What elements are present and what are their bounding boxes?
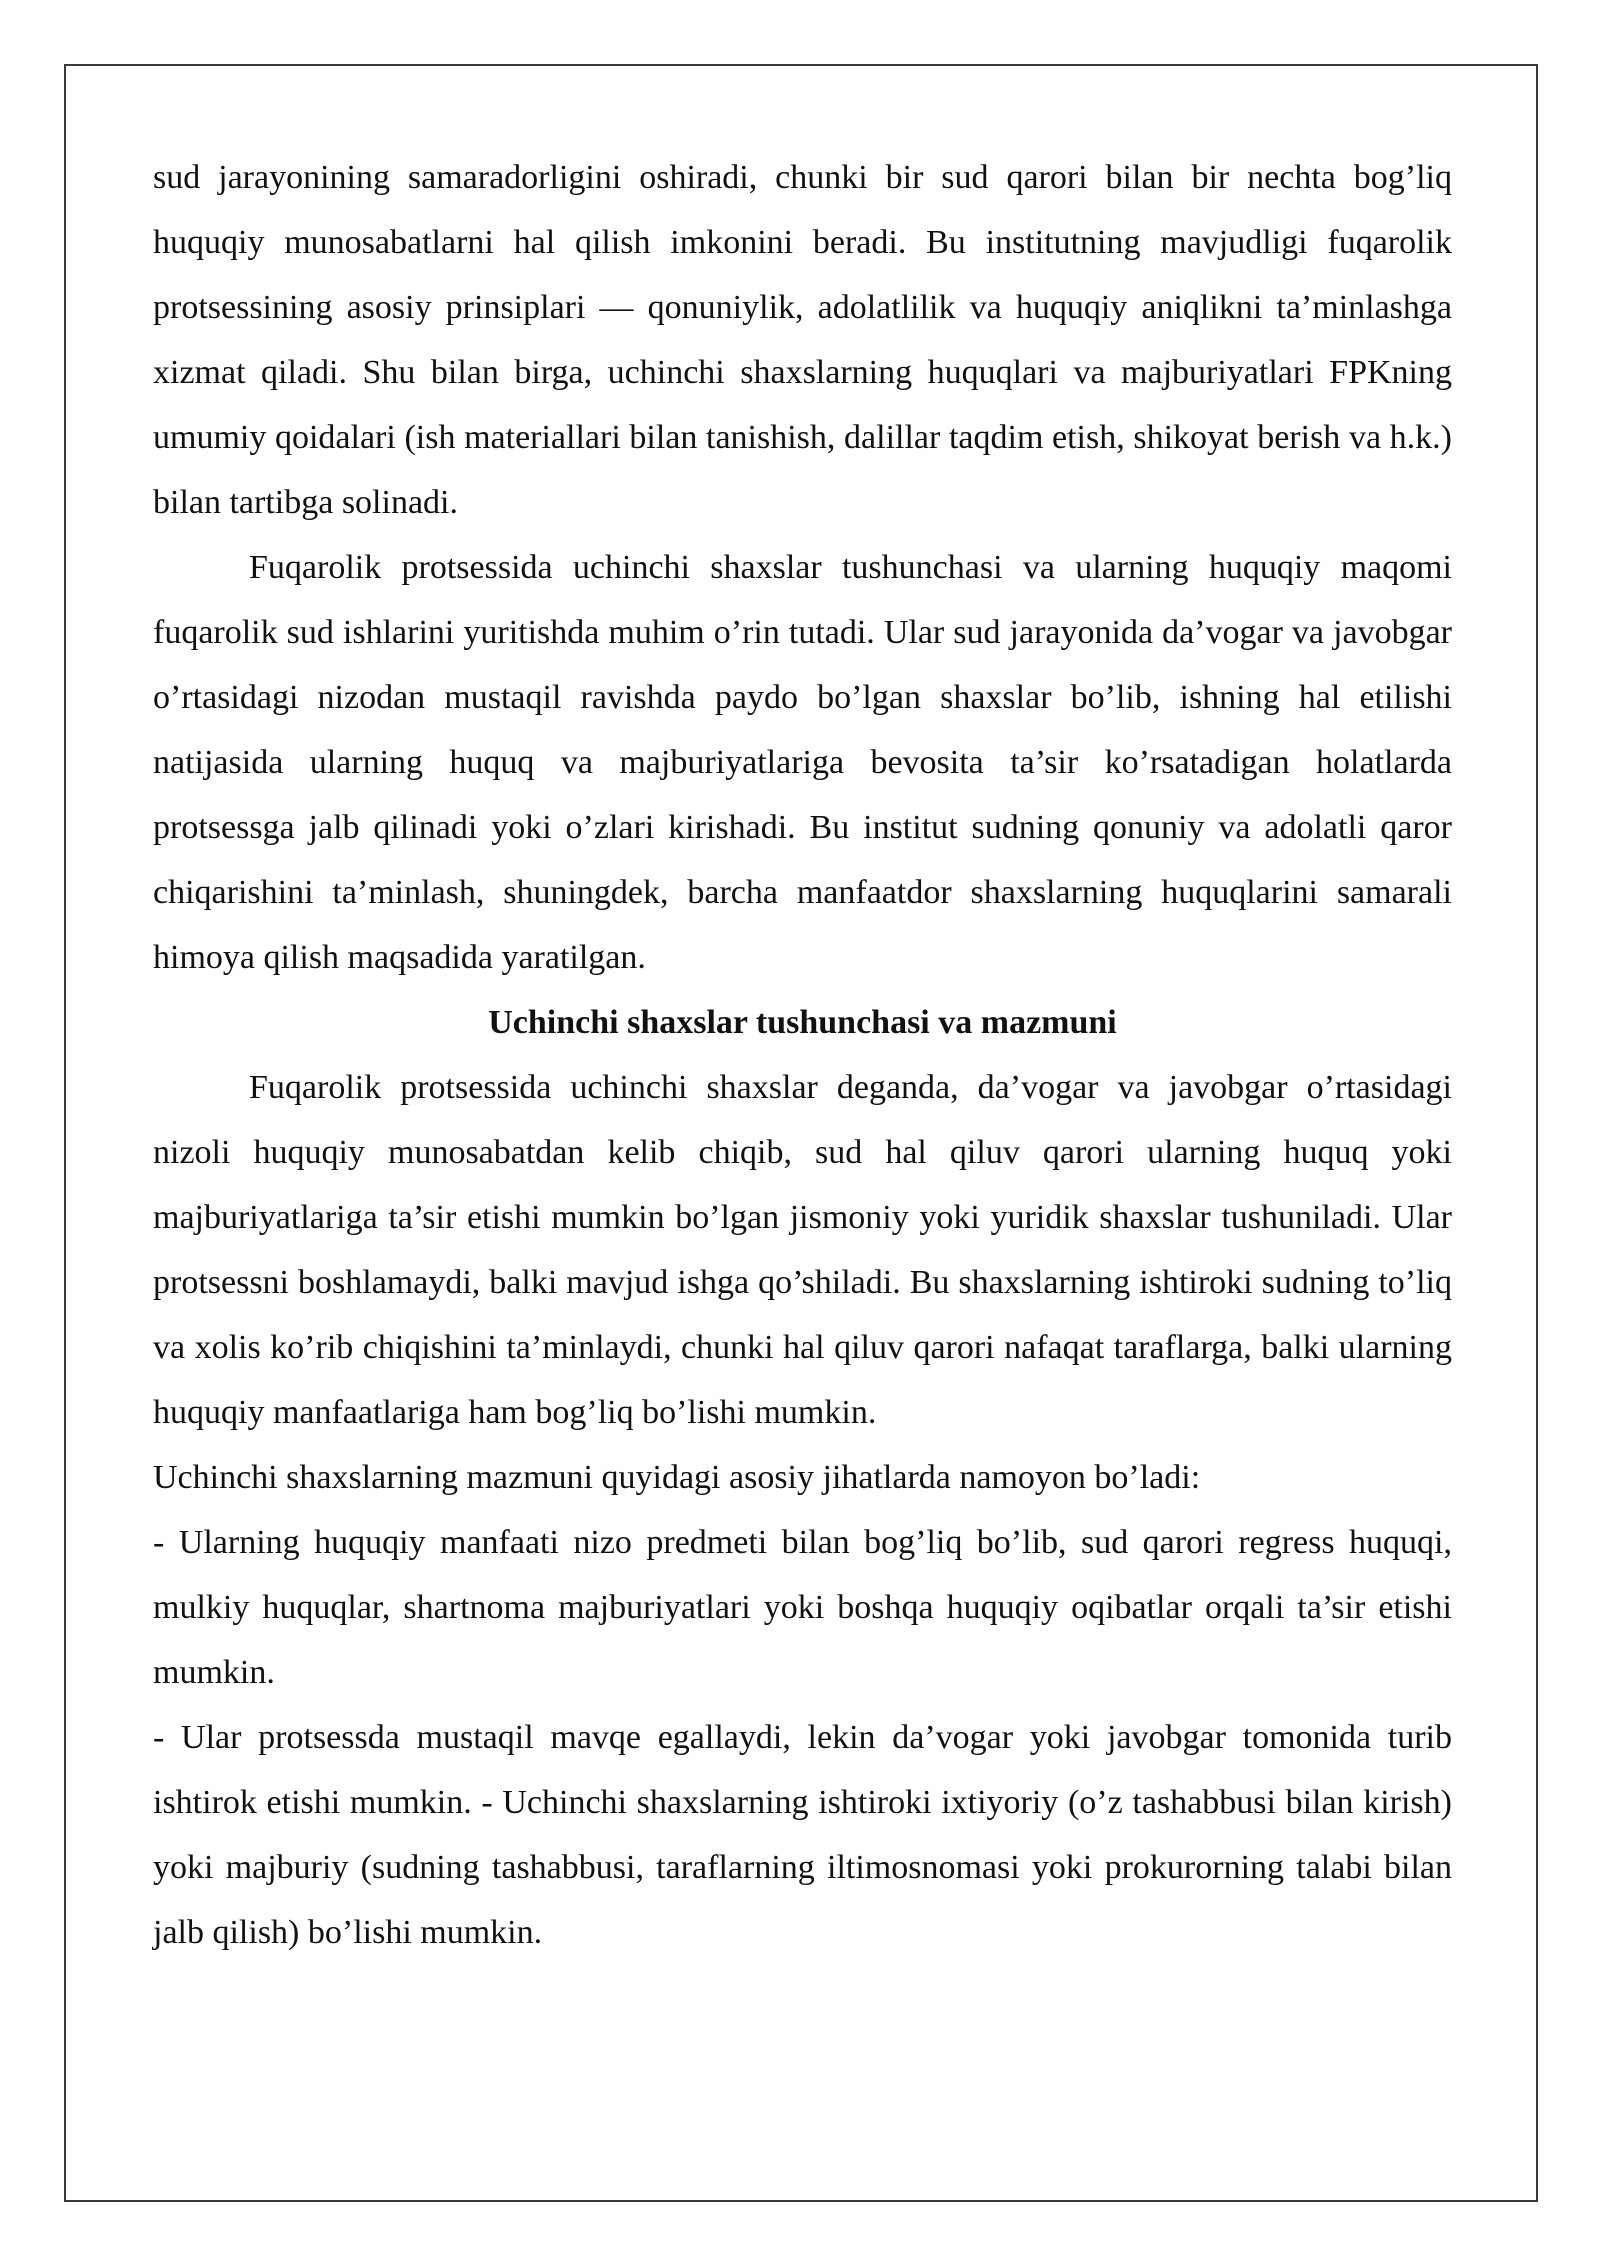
document-body: [153, 145, 1452, 1965]
list-intro: Uchinchi shaxslarning mazmuni quyidagi asosiy jihatlarda namoyon bo’ladi:: [153, 1459, 1201, 1496]
paragraph-definition: Fuqarolik protsessida uchinchi shaxslar deganda, da’vogar va javobgar o’rtasidagi nizoli huquqiy munosabatdan kelib chiqib, sud hal qiluv qarori ularning huquq yoki majburiyatlariga ta’sir etishi mumkin bo’lgan jismoniy yoki yuridik shaxslar tushuniladi. Ular protsessni boshlamaydi, balki mavjud ishga qo’shiladi. Bu shaxslarning ishtiroki sudning to’liq va xolis ko’rib chiqishini ta’minlaydi, chunki hal qiluv qarori nafaqat taraflarga, balki ularning huquqiy manfaatlariga ham bog’liq bo’lishi mumkin.: [153, 1069, 1452, 1431]
list-item-interest: - Ularning huquqiy manfaati nizo predmeti bilan bog’liq bo’lib, sud qarori regress huquqi, mulkiy huquqlar, shartnoma majburiyatlari yoki boshqa huquqiy oqibatlar orqali ta’sir etishi mumkin.: [153, 1524, 1452, 1691]
section-heading: Uchinchi shaxslar tushunchasi va mazmuni: [488, 1004, 1117, 1041]
paragraph-third-parties-status: Fuqarolik protsessida uchinchi shaxslar tushunchasi va ularning huquqiy maqomi fuqarolik sud ishlarini yuritishda muhim o’rin tutadi. Ular sud jarayonida da’vogar va javobgar o’rtasidagi nizodan mustaqil ravishda paydo bo’lgan shaxslar bo’lib, ishning hal etilishi natijasida ularning huquq va majburiyatlariga bevosita ta’sir ko’rsatadigan holatlarda protsessga jalb qilinadi yoki o’zlari kirishadi. Bu institut sudning qonuniy va adolatli qaror chiqarishini ta’minlash, shuningdek, barcha manfaatdor shaxslarning huquqlarini samarali himoya qilish maqsadida yaratilgan.: [153, 549, 1452, 976]
list-item-position: - Ular protsessda mustaqil mavqe egallaydi, lekin da’vogar yoki javobgar tomonida turib ishtirok etishi mumkin. - Uchinchi shaxslarning ishtiroki ixtiyoriy (o’z tashabbusi bilan kirish) yoki majburiy (sudning tashabbusi, taraflarning iltimosnomasi yoki prokurorning talabi bilan jalb qilish) bo’lishi mumkin.: [153, 1719, 1452, 1951]
paragraph-continuation: sud jarayonining samaradorligini oshiradi, chunki bir sud qarori bilan bir nechta bog’liq huquqiy munosabatlarni hal qilish imkonini beradi. Bu institutning mavjudligi fuqarolik protsessining asosiy prinsiplari — qonuniylik, adolatlilik va huquqiy aniqlikni ta’minlashga xizmat qiladi. Shu bilan birga, uchinchi shaxslarning huquqlari va majburiyatlari FPKning umumiy qoidalari (ish materiallari bilan tanishish, dalillar taqdim etish, shikoyat berish va h.k.) bilan tartibga solinadi.: [153, 159, 1452, 521]
